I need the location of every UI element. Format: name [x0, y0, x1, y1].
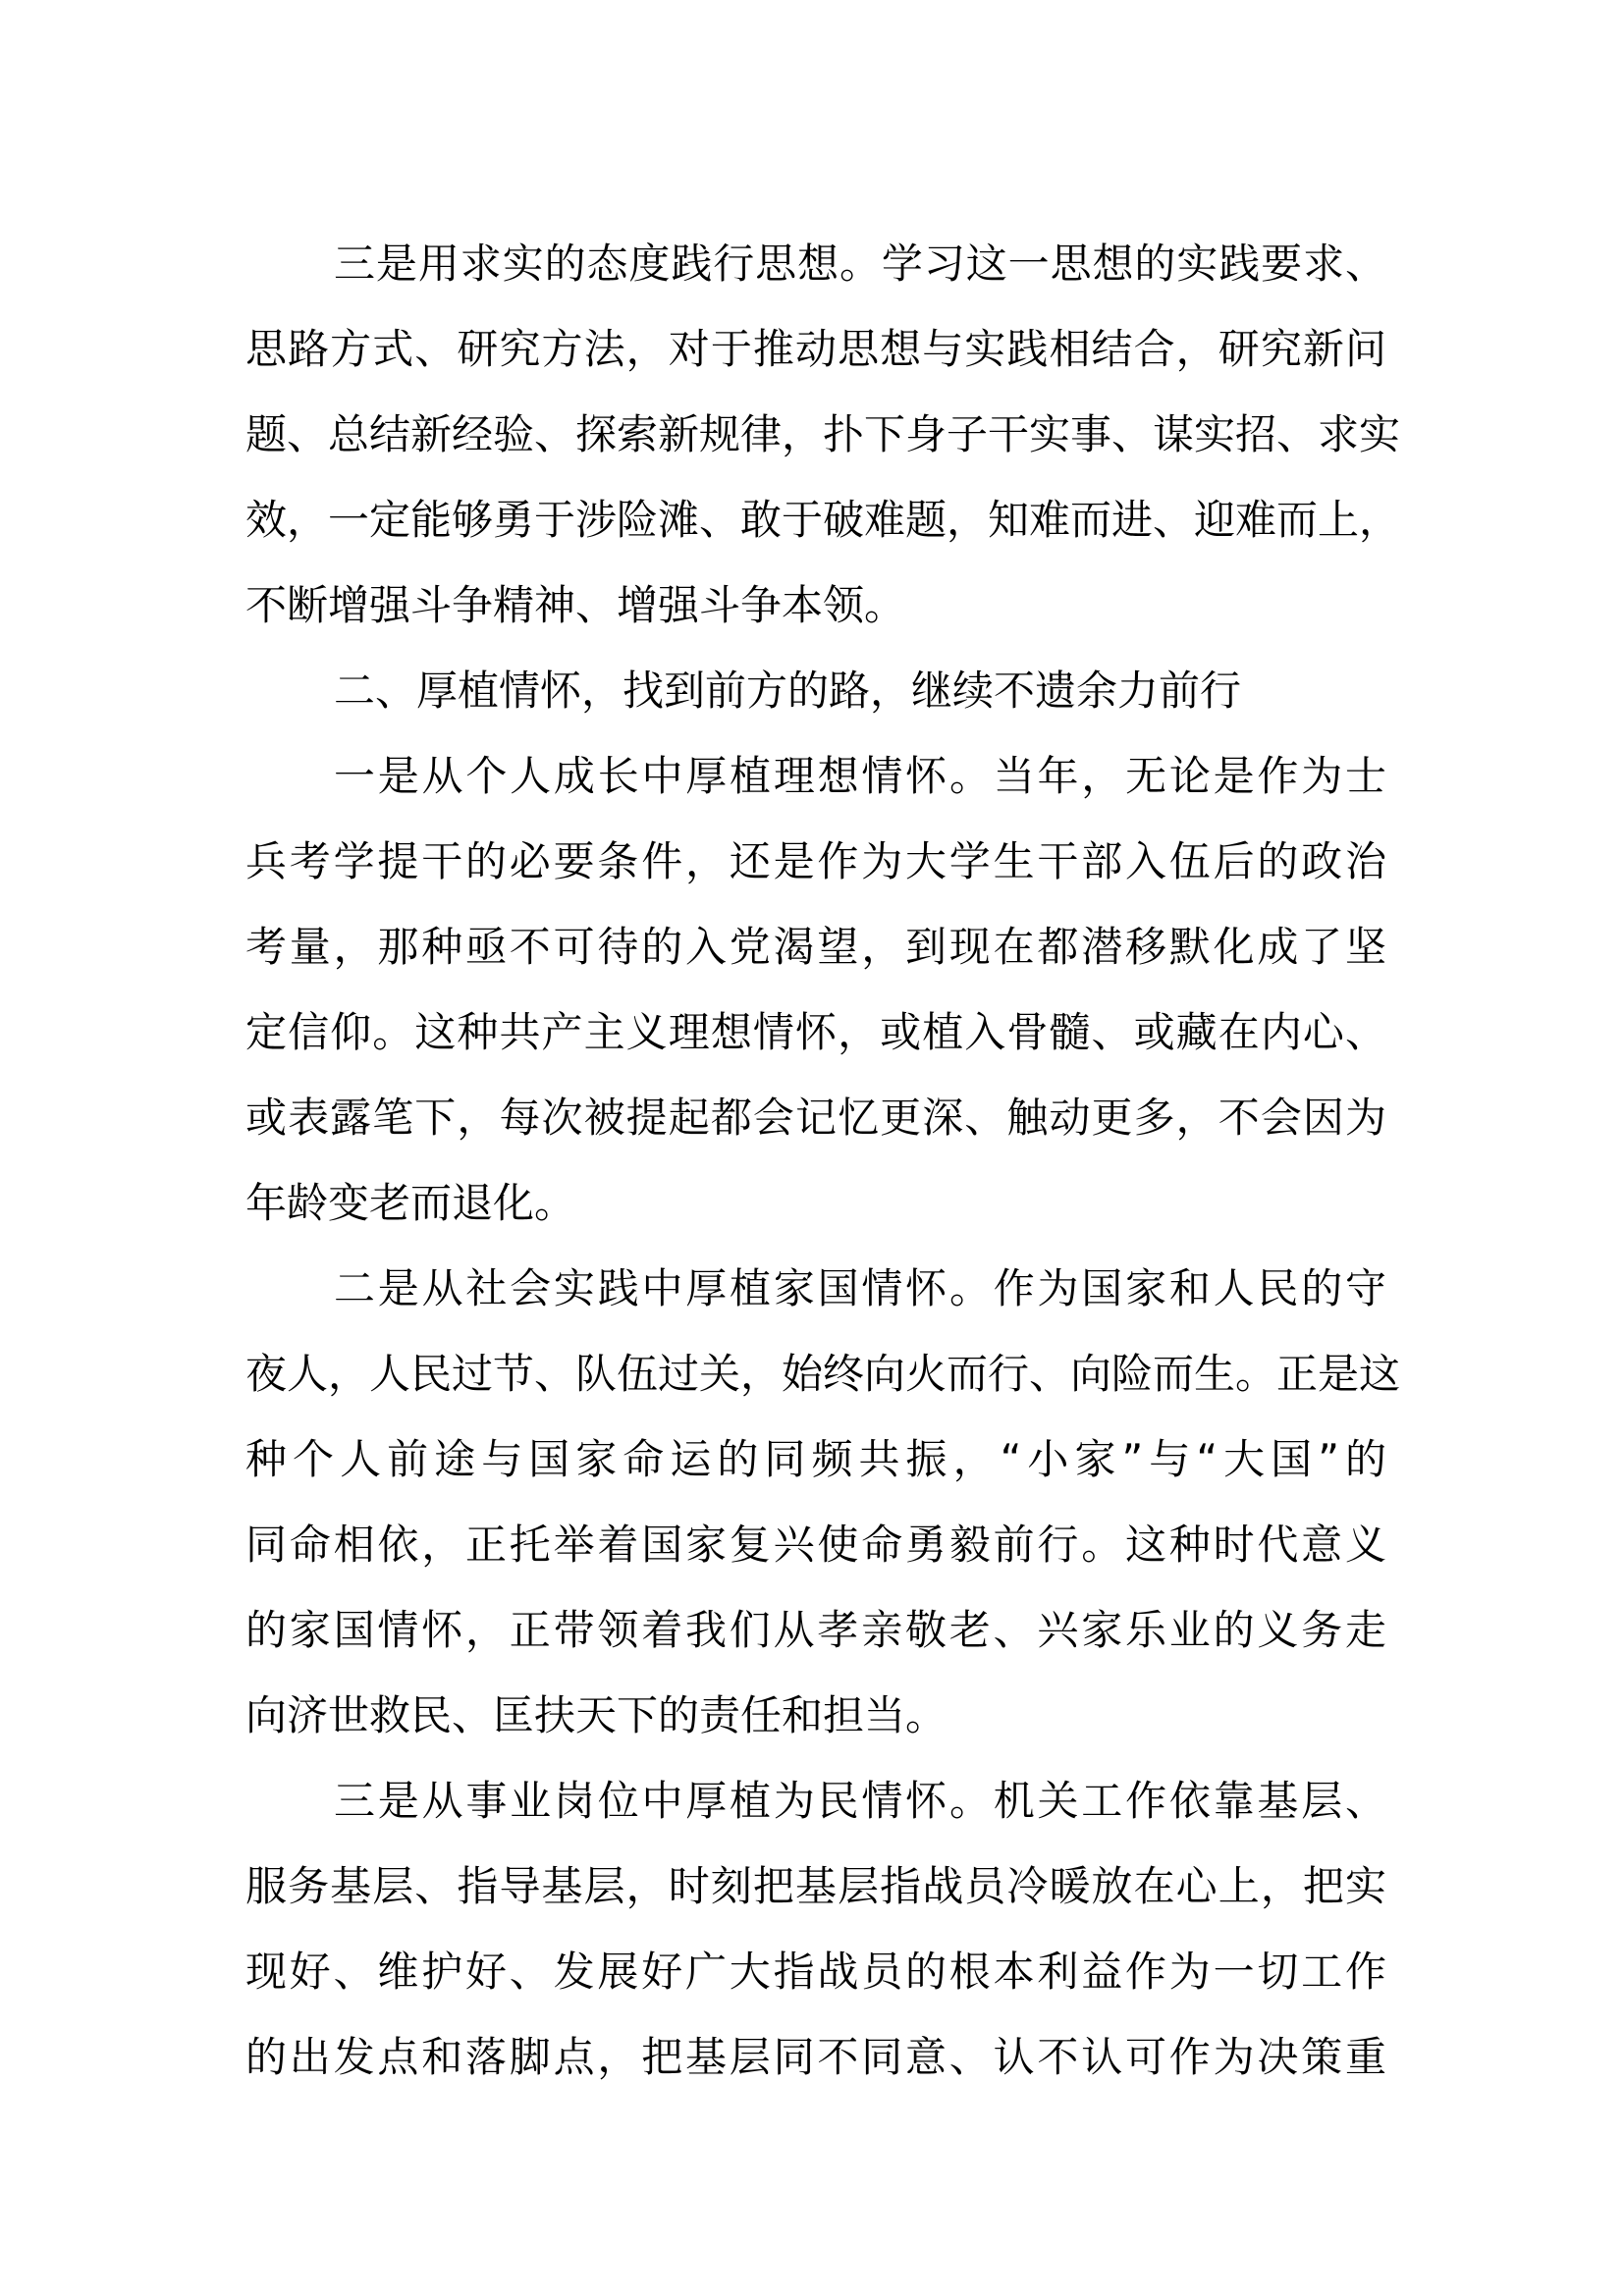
text-line: 思路方式、研究方法，对于推动思想与实践相结合，研究新问 [245, 325, 1386, 373]
text-line: 的出发点和落脚点，把基层同不同意、认不认可作为决策重 [245, 2033, 1386, 2081]
paragraph-ideal-sentiment [245, 733, 1386, 1246]
text-line: 的家国情怀，正带领着我们从孝亲敬老、兴家乐业的义务走 [245, 1606, 1386, 1654]
text-line: 服务基层、指导基层，时刻把基层指战员冷暖放在心上，把实 [245, 1862, 1386, 1910]
text-line: 年龄变老而退化。 [245, 1179, 576, 1227]
text-line: 三是从事业岗位中厚植为民情怀。机关工作依靠基层、 [334, 1777, 1386, 1825]
text-line: 二是从社会实践中厚植家国情怀。作为国家和人民的守 [334, 1264, 1386, 1312]
section-heading [245, 648, 1386, 733]
heading-line: 二、厚植情怀，找到前方的路，继续不遗余力前行 [334, 667, 1242, 715]
text-line: 考量，那种亟不可待的入党渴望，到现在都潜移默化成了坚 [245, 923, 1386, 971]
text-line: 定信仰。这种共产主义理想情怀，或植入骨髓、或藏在内心、 [245, 1008, 1386, 1056]
paragraph-family-nation-sentiment [245, 1246, 1401, 1758]
text-line: 夜人，人民过节、队伍过关，始终向火而行、向险而生。正是这 [245, 1350, 1401, 1398]
text-line: 不断增强斗争精神、增强斗争本领。 [245, 581, 906, 629]
text-line: 效，一定能够勇于涉险滩、敢于破难题，知难而进、迎难而上， [245, 496, 1401, 544]
paragraph-practice-thought [245, 221, 1401, 648]
text-line: 向济世救民、匡扶天下的责任和担当。 [245, 1691, 947, 1739]
document-page [245, 221, 1401, 2100]
text-line: 或表露笔下，每次被提起都会记忆更深、触动更多，不会因为 [245, 1094, 1386, 1142]
text-line: 种个人前途与国家命运的同频共振，“小家”与“大国”的 [245, 1435, 1386, 1483]
text-line: 题、总结新经验、探索新规律，扑下身子干实事、谋实招、求实 [245, 410, 1401, 458]
text-line: 三是用求实的态度践行思想。学习这一思想的实践要求、 [334, 240, 1386, 288]
text-line: 兵考学提干的必要条件，还是作为大学生干部入伍后的政治 [245, 837, 1386, 885]
text-line: 同命相依，正托举着国家复兴使命勇毅前行。这种时代意义 [245, 1521, 1386, 1569]
text-line: 现好、维护好、发展好广大指战员的根本利益作为一切工作 [245, 1948, 1386, 1996]
paragraph-people-sentiment [245, 1758, 1386, 2100]
text-line: 一是从个人成长中厚植理想情怀。当年，无论是作为士 [334, 752, 1386, 800]
